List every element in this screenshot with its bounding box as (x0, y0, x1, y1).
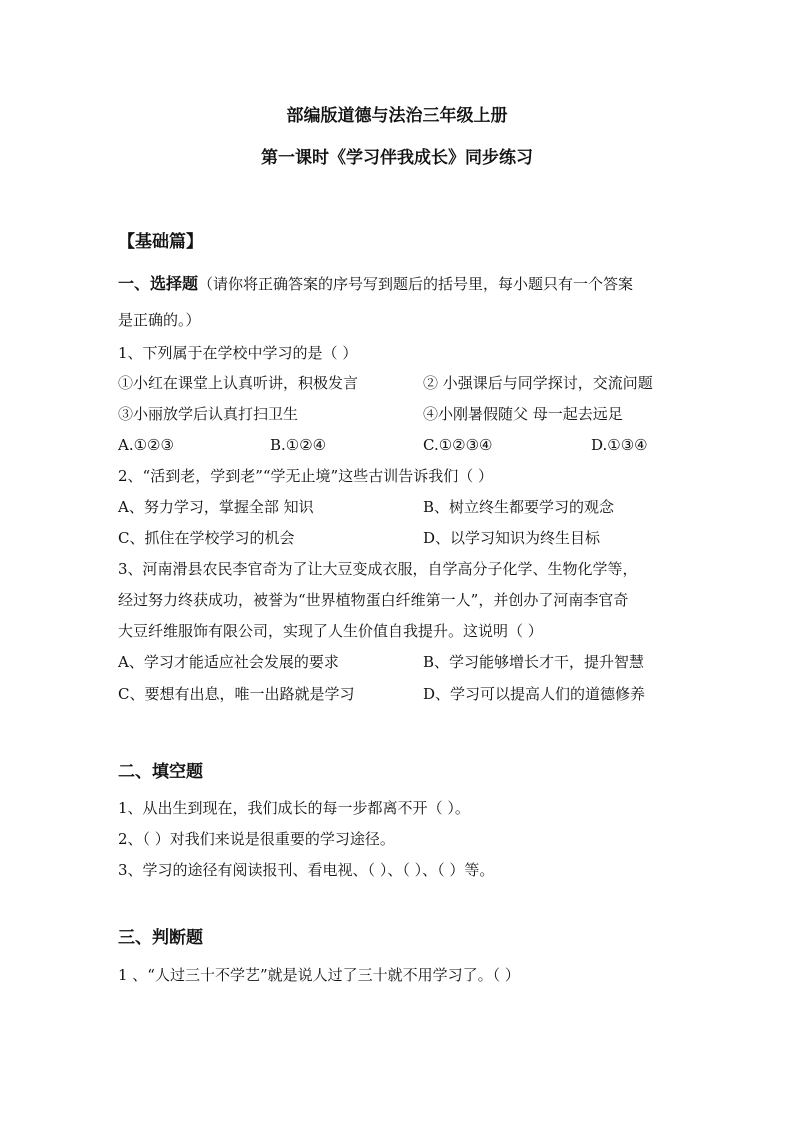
q3-option-b: B、学习能够增长才干，提升智慧 (423, 653, 645, 671)
q2-option-a: A、努力学习，掌握全部 知识 (118, 498, 314, 516)
q1-option-c: C.①②③④ (423, 436, 493, 454)
doc-title: 部编版道德与法治三年级上册 (286, 106, 508, 126)
q3-option-a: A、学习才能适应社会发展的要求 (118, 653, 339, 671)
q2-option-b: B、树立终生都要学习的观念 (423, 498, 615, 516)
doc-subtitle: 第一课时《学习伴我成长》同步练习 (261, 148, 533, 168)
fill-heading: 二、填空题 (118, 762, 203, 782)
q1-item-3: ③小丽放学后认真打扫卫生 (118, 405, 299, 423)
q1-option-d: D.①③④ (591, 436, 648, 454)
fill-q1: 1、从出生到现在，我们成长的每一步都离不开（ ）。 (118, 799, 470, 817)
q2-option-c: C、抓住在学校学习的机会 (118, 529, 295, 547)
q1-item-4: ④小刚暑假随父 母一起去远足 (423, 405, 623, 423)
choice-instruction-line2: 是正确的。） (118, 311, 201, 329)
q1-option-a: A.①②③ (118, 436, 174, 454)
q3-stem-line2: 经过努力终获成功，被誉为“世界植物蛋白纤维第一人”，并创办了河南李官奇 (118, 591, 629, 609)
fill-q2: 2、（ ）对我们来说是很重要的学习途径。 (118, 830, 395, 848)
q3-stem-line3: 大豆纤维服饰有限公司，实现了人生价值自我提升。这说明（ ） (118, 622, 543, 640)
judge-heading: 三、判断题 (118, 928, 203, 948)
q3-option-c: C、要想有出息，唯一出路就是学习 (118, 685, 355, 703)
q2-stem: 2、“活到老，学到老”“学无止境”这些古训告诉我们（ ） (118, 467, 493, 485)
choice-heading: 一、选择题 (118, 274, 199, 293)
part-label: 【基础篇】 (118, 232, 203, 252)
q2-option-d: D、以学习知识为终生目标 (423, 529, 601, 547)
q1-option-b: B.①②④ (270, 436, 327, 454)
q3-stem-line1: 3、河南滑县农民李官奇为了让大豆变成衣服，自学高分子化学、生物化学等， (118, 560, 638, 578)
choice-instruction: （请你将正确答案的序号写到题后的括号里，每小题只有一个答案 (198, 275, 634, 293)
q3-option-d: D、学习可以提高人们的道德修养 (423, 685, 646, 703)
fill-q3: 3、学习的途径有阅读报刊、看电视、（ ）、（ ）、（ ）等。 (118, 861, 495, 879)
q1-item-1: ①小红在课堂上认真听讲，积极发言 (118, 374, 359, 392)
choice-instruction-line1 (118, 274, 633, 294)
judge-q1: 1 、“人过三十不学艺”就是说人过了三十就不用学习了。（ ） (118, 966, 520, 984)
q1-item-2: ② 小强课后与同学探讨，交流问题 (423, 374, 653, 392)
q1-stem: 1、下列属于在学校中学习的是（ ） (118, 344, 358, 362)
